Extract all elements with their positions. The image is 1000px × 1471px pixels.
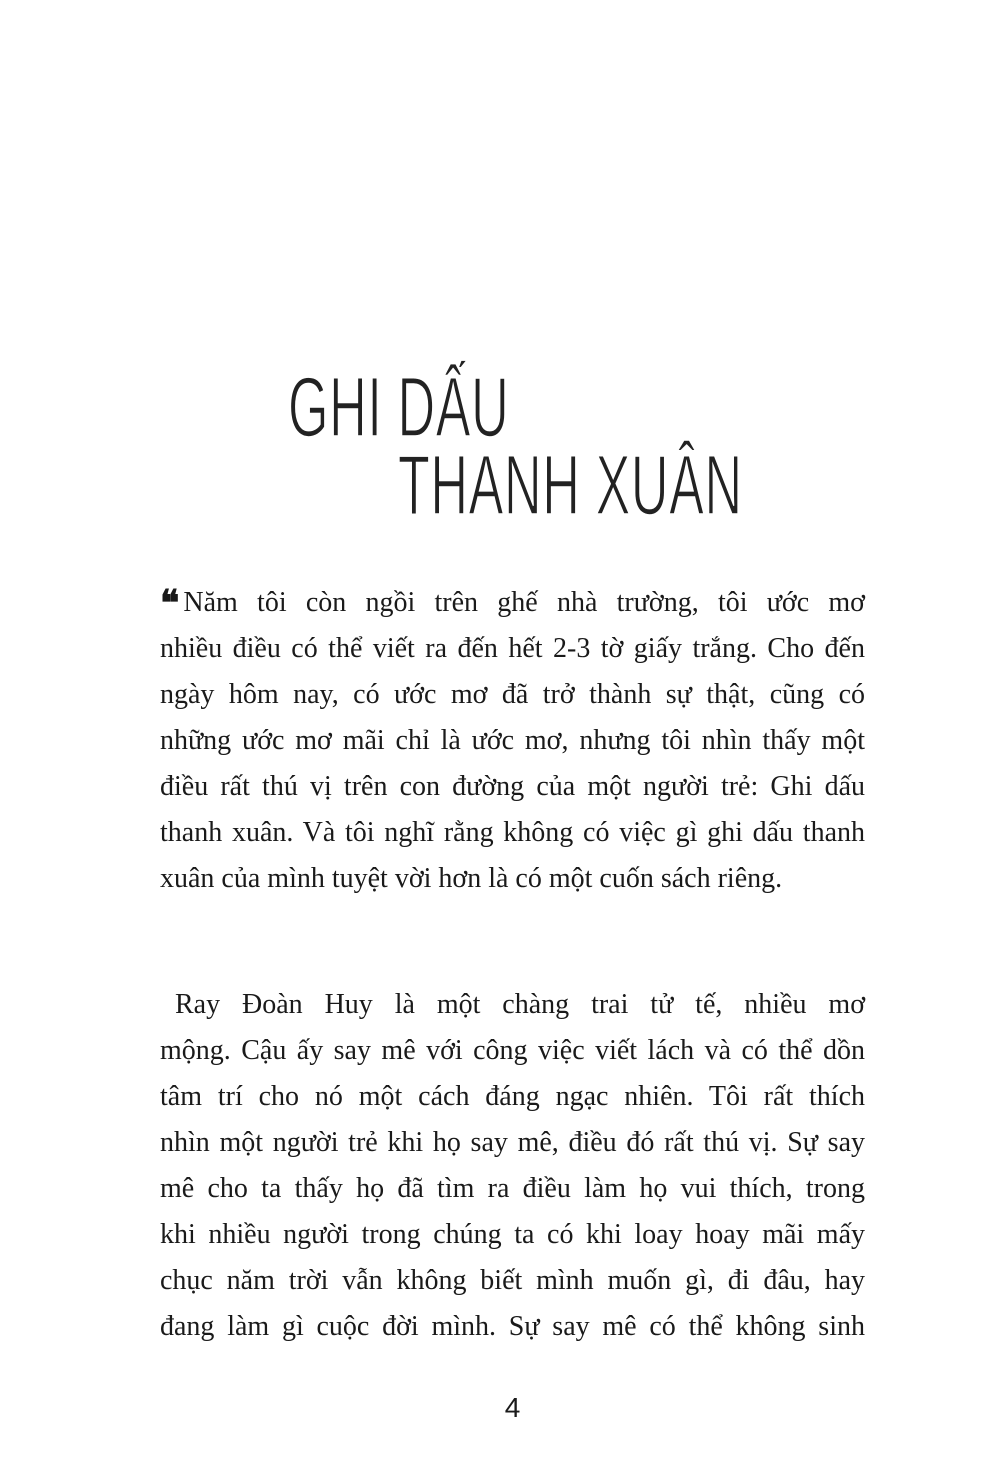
chapter-title-line-2: THANH XUÂN — [398, 438, 743, 532]
quote-paragraph — [160, 580, 865, 902]
text-line: đang làm gì cuộc đời mình. Sự say mê có thể không sinh — [160, 1311, 865, 1342]
text-line: tâm trí cho nó một cách đáng ngạc nhiên. Tôi rất thích — [160, 1081, 865, 1112]
text-line: khi nhiều người trong chúng ta có khi loay hoay mãi mấy — [160, 1219, 865, 1250]
text-line: nhiều điều có thể viết ra đến hết 2-3 tờ giấy trắng. Cho đến — [160, 633, 865, 664]
text-line: nhìn một người trẻ khi họ say mê, điều đó rất thú vị. Sự say — [160, 1127, 865, 1158]
chapter-title-line-1: GHI DẤU — [288, 360, 510, 454]
quote-mark-icon: ❝ — [160, 582, 180, 624]
body-paragraph — [160, 982, 865, 1350]
page-body — [160, 580, 865, 1426]
text-line: những ước mơ mãi chỉ là ước mơ, nhưng tôi nhìn thấy một — [160, 725, 865, 756]
text-line: Năm tôi còn ngồi trên ghế nhà trường, tôi ước mơ — [183, 587, 865, 618]
text-line: ngày hôm nay, có ước mơ đã trở thành sự thật, cũng có — [160, 679, 865, 710]
text-line: chục năm trời vẫn không biết mình muốn gì, đi đâu, hay — [160, 1265, 865, 1296]
text-line: thanh xuân. Và tôi nghĩ rằng không có việc gì ghi dấu thanh — [160, 817, 865, 848]
page-number: 4 — [504, 1392, 521, 1423]
text-line: Ray Đoàn Huy là một chàng trai tử tế, nhiều mơ — [175, 989, 865, 1020]
text-line: điều rất thú vị trên con đường của một người trẻ: Ghi dấu — [160, 771, 865, 802]
text-line: xuân của mình tuyệt vời hơn là có một cuốn sách riêng. — [160, 863, 783, 894]
text-line: mộng. Cậu ấy say mê với công việc viết lách và có thể dồn — [160, 1035, 865, 1066]
text-line: mê cho ta thấy họ đã tìm ra điều làm họ vui thích, trong — [160, 1173, 865, 1204]
